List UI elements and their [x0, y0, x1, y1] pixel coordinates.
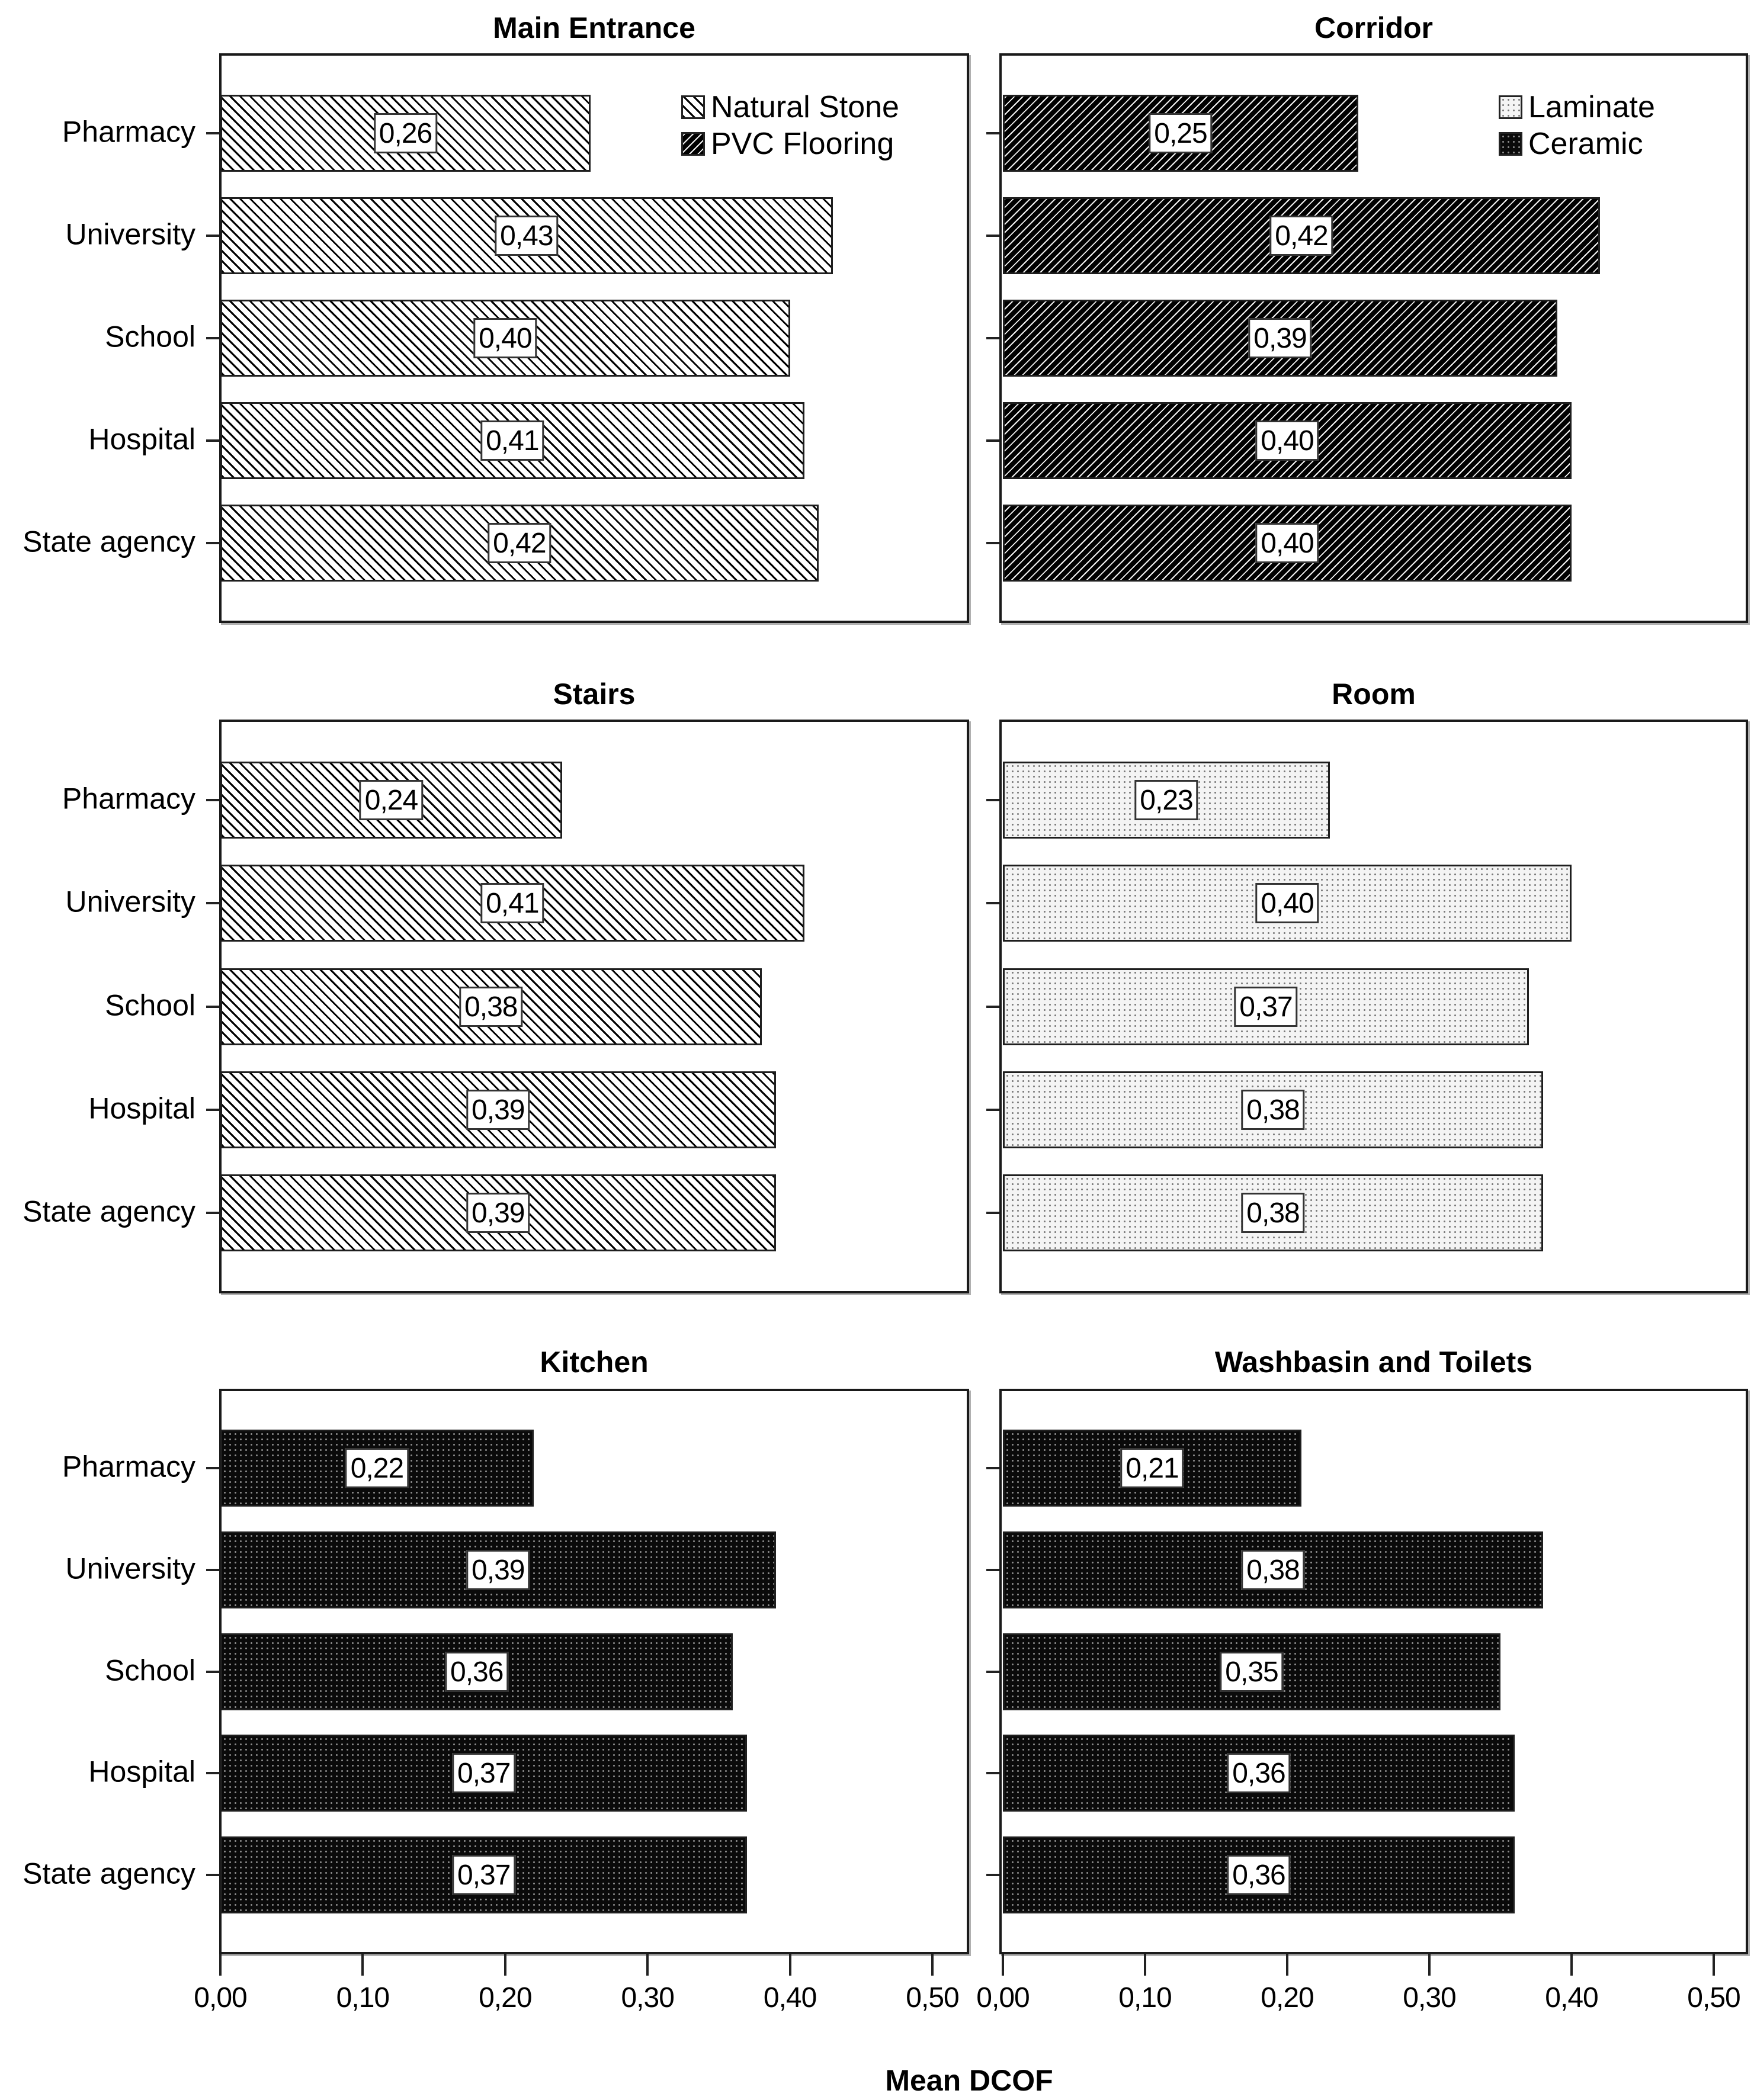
category-tick — [206, 1006, 219, 1008]
panel-title: Corridor — [1314, 11, 1433, 44]
category-tick — [206, 1874, 219, 1876]
category-tick — [986, 542, 999, 544]
x-tick — [219, 1954, 222, 1976]
category-tick — [206, 1772, 219, 1774]
bar-value-label: 0,41 — [480, 420, 544, 461]
category-tick — [206, 1467, 219, 1469]
bar-value-label: 0,24 — [360, 780, 423, 820]
category-tick — [986, 132, 999, 134]
x-tick — [1570, 1954, 1573, 1976]
category-tick — [986, 1467, 999, 1469]
x-tick — [504, 1954, 506, 1976]
legend-label: Ceramic — [1528, 127, 1643, 161]
bar-value-label: 0,36 — [445, 1652, 508, 1692]
x-tick — [789, 1954, 791, 1976]
category-tick — [986, 1671, 999, 1673]
bar-value-label: 0,36 — [1227, 1855, 1290, 1895]
category-label: Pharmacy — [62, 782, 195, 815]
panel-title: Kitchen — [540, 1346, 649, 1379]
panel-title: Stairs — [553, 677, 636, 711]
bar-value-label: 0,43 — [495, 216, 558, 256]
legend-item — [681, 126, 899, 162]
category-label: State agency — [23, 1195, 195, 1228]
bar-value-label: 0,23 — [1134, 780, 1198, 820]
category-tick — [206, 542, 219, 544]
category-tick — [986, 439, 999, 442]
bar-value-label: 0,37 — [452, 1855, 515, 1895]
category-tick — [986, 902, 999, 904]
category-tick — [986, 1874, 999, 1876]
bar-value-label: 0,40 — [1255, 523, 1319, 563]
x-tick-label: 0,30 — [1403, 1982, 1456, 2014]
category-tick — [206, 1212, 219, 1214]
x-tick — [1144, 1954, 1146, 1976]
bar-value-label: 0,39 — [466, 1193, 530, 1233]
x-tick-label: 0,50 — [906, 1982, 959, 2014]
x-tick-label: 0,50 — [1687, 1982, 1740, 2014]
category-label: Hospital — [88, 1755, 195, 1788]
bar-value-label: 0,42 — [488, 523, 551, 563]
category-label: School — [105, 1653, 195, 1687]
category-label: University — [65, 1552, 195, 1585]
x-tick-label: 0,30 — [621, 1982, 674, 2014]
category-label: School — [105, 988, 195, 1022]
bar-value-label: 0,40 — [1255, 420, 1319, 461]
x-tick-label: 0,00 — [194, 1982, 247, 2014]
bar-value-label: 0,25 — [1149, 113, 1212, 153]
category-label: University — [65, 217, 195, 251]
legend-item — [1499, 89, 1655, 126]
bar-value-label: 0,21 — [1120, 1448, 1184, 1488]
category-tick — [986, 1569, 999, 1571]
bar-value-label: 0,38 — [1241, 1193, 1304, 1233]
category-label: Pharmacy — [62, 1450, 195, 1484]
bar-value-label: 0,39 — [466, 1090, 530, 1130]
bar-value-label: 0,40 — [1255, 883, 1319, 923]
bar-value-label: 0,39 — [1248, 318, 1312, 358]
panel-title: Washbasin and Toilets — [1214, 1346, 1533, 1379]
category-tick — [206, 1671, 219, 1673]
pvc-swatch-icon — [681, 132, 705, 156]
bar-value-label: 0,26 — [374, 113, 437, 153]
bar-value-label: 0,38 — [459, 987, 522, 1027]
legend — [681, 89, 899, 162]
x-tick-label: 0,40 — [763, 1982, 817, 2014]
x-tick — [1713, 1954, 1715, 1976]
bar-value-label: 0,39 — [466, 1550, 530, 1590]
x-tick-label: 0,00 — [976, 1982, 1030, 2014]
natural-swatch-icon — [681, 95, 705, 119]
category-tick — [206, 1569, 219, 1571]
x-tick — [931, 1954, 934, 1976]
category-tick — [986, 235, 999, 237]
legend-item — [1499, 126, 1655, 162]
bar-value-label: 0,37 — [1234, 987, 1297, 1027]
category-tick — [206, 799, 219, 801]
x-tick — [1002, 1954, 1004, 1976]
bar-value-label: 0,42 — [1269, 216, 1333, 256]
x-tick-label: 0,10 — [1118, 1982, 1172, 2014]
bar-value-label: 0,40 — [473, 318, 537, 358]
legend-label: Natural Stone — [711, 90, 899, 124]
category-tick — [206, 439, 219, 442]
x-tick — [1286, 1954, 1288, 1976]
bar-value-label: 0,41 — [480, 883, 544, 923]
x-tick — [646, 1954, 649, 1976]
bar-value-label: 0,38 — [1241, 1090, 1304, 1130]
legend — [1499, 89, 1655, 162]
category-tick — [986, 1006, 999, 1008]
laminate-swatch-icon — [1499, 95, 1522, 119]
category-tick — [986, 1772, 999, 1774]
legend-item — [681, 89, 899, 126]
category-label: School — [105, 320, 195, 354]
bar-value-label: 0,22 — [345, 1448, 409, 1488]
category-label: University — [65, 885, 195, 919]
x-tick — [361, 1954, 364, 1976]
category-tick — [206, 132, 219, 134]
x-tick-label: 0,10 — [336, 1982, 390, 2014]
x-tick-label: 0,20 — [1261, 1982, 1314, 2014]
category-label: Pharmacy — [62, 115, 195, 149]
x-axis-title: Mean DCOF — [885, 2064, 1053, 2097]
bar-value-label: 0,36 — [1227, 1753, 1290, 1793]
category-label: Hospital — [88, 1091, 195, 1125]
category-label: State agency — [23, 1857, 195, 1890]
category-tick — [206, 337, 219, 339]
panel-title: Room — [1332, 677, 1416, 711]
bar-value-label: 0,38 — [1241, 1550, 1304, 1590]
panel-title: Main Entrance — [493, 11, 695, 44]
category-tick — [986, 799, 999, 801]
category-tick — [986, 337, 999, 339]
legend-label: PVC Flooring — [711, 127, 894, 161]
bar-value-label: 0,35 — [1220, 1652, 1283, 1692]
legend-label: Laminate — [1528, 90, 1655, 124]
category-tick — [206, 902, 219, 904]
x-tick — [1428, 1954, 1431, 1976]
category-tick — [986, 1212, 999, 1214]
category-tick — [206, 1109, 219, 1111]
category-tick — [206, 235, 219, 237]
x-tick-label: 0,20 — [479, 1982, 532, 2014]
category-label: State agency — [23, 525, 195, 558]
x-tick-label: 0,40 — [1545, 1982, 1598, 2014]
category-label: Hospital — [88, 422, 195, 456]
ceramic-swatch-icon — [1499, 132, 1522, 156]
bar-value-label: 0,37 — [452, 1753, 515, 1793]
category-tick — [986, 1109, 999, 1111]
